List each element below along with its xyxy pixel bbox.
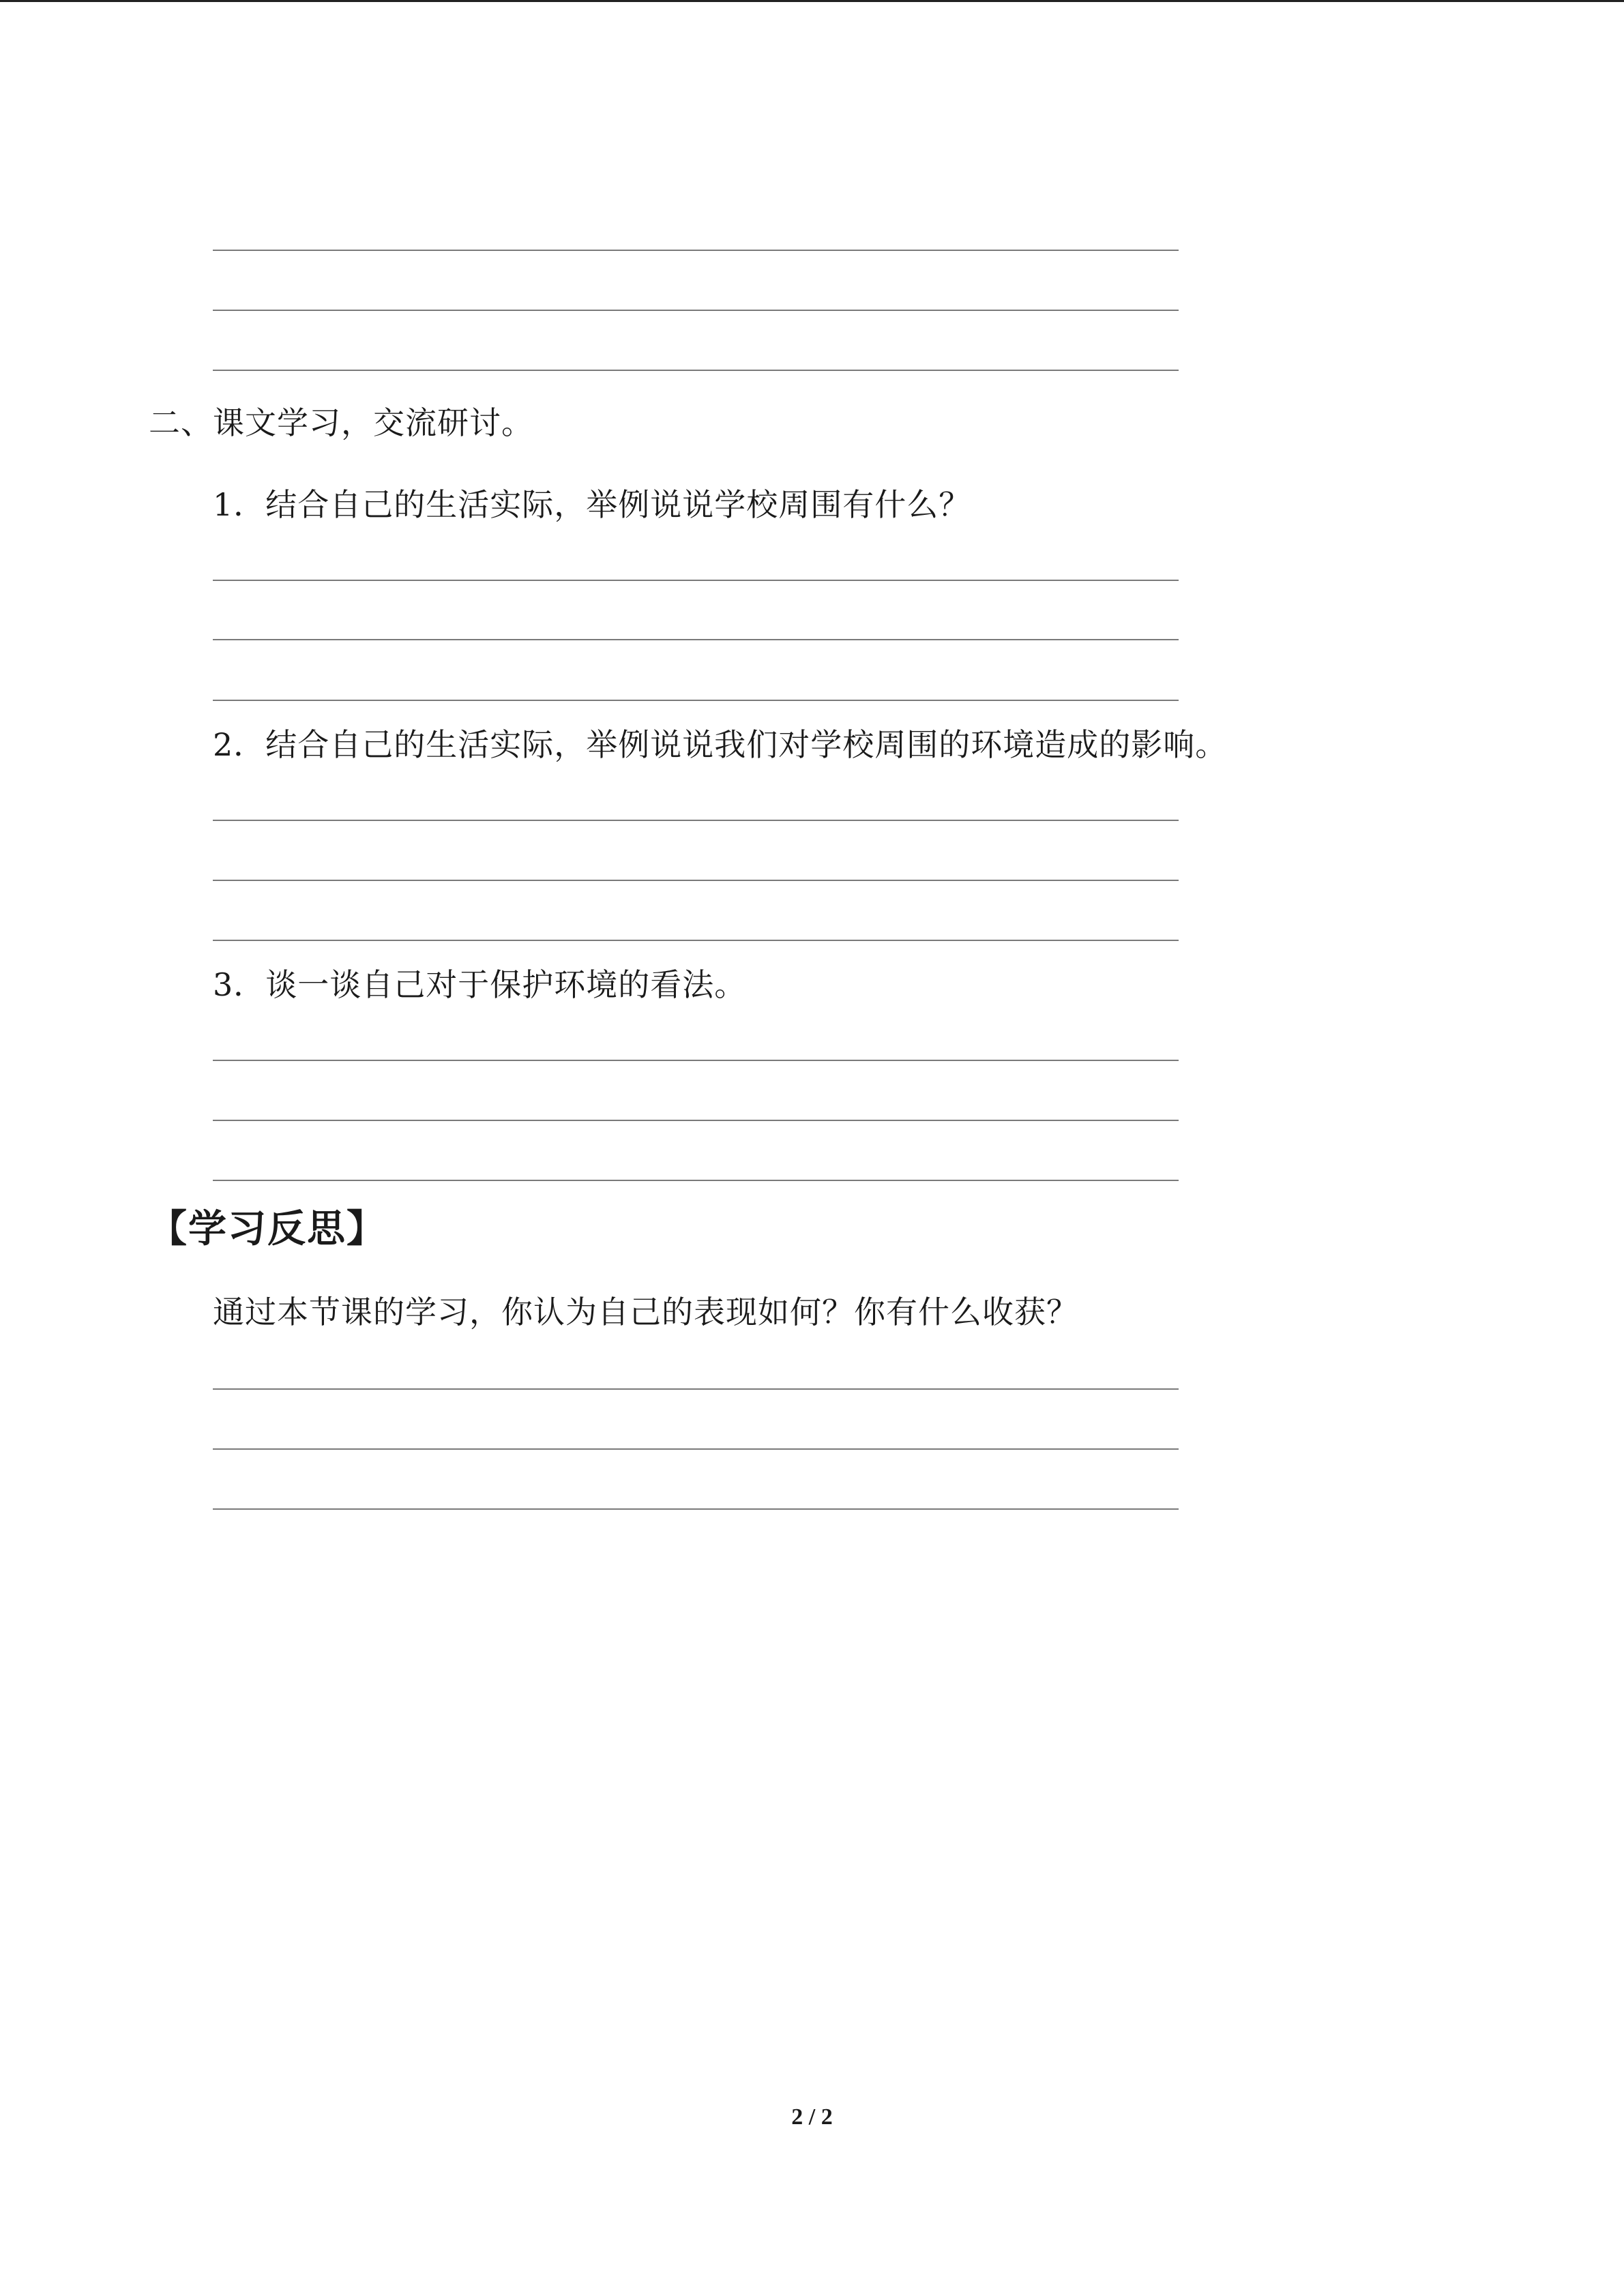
question-3: 3．谈一谈自己对于保护环境的看法。 <box>213 966 747 1003</box>
answer-line[interactable] <box>213 1120 1179 1121</box>
answer-line[interactable] <box>213 1388 1179 1390</box>
answer-line[interactable] <box>213 580 1179 581</box>
answer-line[interactable] <box>213 1448 1179 1450</box>
question-1: 1．结合自己的生活实际，举例说说学校周围有什么？ <box>213 486 971 523</box>
section-two-heading: 二、课文学习，交流研讨。 <box>149 404 533 441</box>
answer-line[interactable] <box>213 370 1179 371</box>
answer-line[interactable] <box>213 820 1179 821</box>
answer-line[interactable] <box>213 880 1179 881</box>
reflection-prompt: 通过本节课的学习，你认为自己的表现如何？你有什么收获？ <box>213 1294 1078 1330</box>
answer-line[interactable] <box>213 250 1179 251</box>
page-number: 2 / 2 <box>791 2104 833 2130</box>
answer-line[interactable] <box>213 940 1179 941</box>
answer-line[interactable] <box>213 310 1179 311</box>
answer-line[interactable] <box>213 700 1179 701</box>
reflection-heading: 【学习反思】 <box>149 1207 386 1251</box>
answer-line[interactable] <box>213 639 1179 640</box>
question-2: 2．结合自己的生活实际，举例说说我们对学校周围的环境造成的影响。 <box>213 726 1228 763</box>
answer-line[interactable] <box>213 1508 1179 1510</box>
answer-line[interactable] <box>213 1060 1179 1061</box>
answer-line[interactable] <box>213 1180 1179 1181</box>
page-top-border <box>0 0 1624 2</box>
